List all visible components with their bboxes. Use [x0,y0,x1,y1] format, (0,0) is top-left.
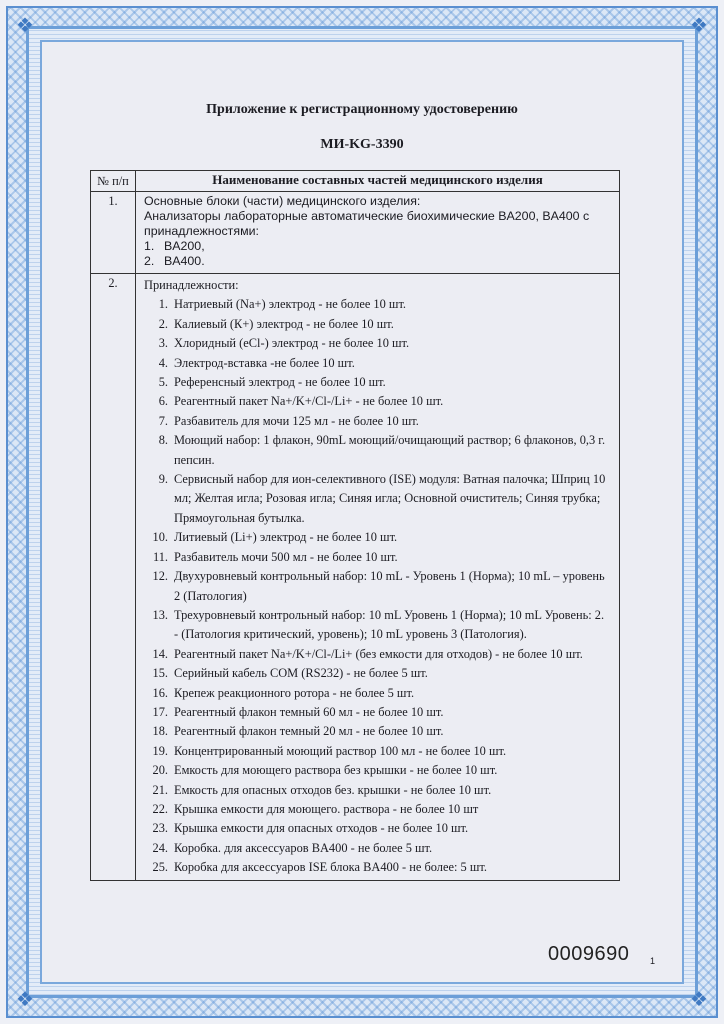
serial-number: 0009690 [548,943,630,965]
list-item: 25. Коробка для аксессуаров ISE блока BA400 - не более: 5 шт. [152,860,487,875]
corner-ornament-icon: ❖ [690,987,708,1011]
document-title: Приложение к регистрационному удостоверению [206,102,518,117]
table-header-row [91,171,620,192]
list-item: 12. Двухуровневый контрольный набор: 10 mL - Уровень 1 (Норма); 10 mL – уровень 2 (Патология) [152,569,605,603]
list-item: 8. Моющий набор: 1 флакон, 90mL моющий/очищающий раствор; 6 флаконов, 0,3 г. пепсин. [158,433,606,467]
components-table [90,170,620,881]
list-item: 11. Разбавитель мочи 500 мл - не более 10 шт. [152,549,398,564]
row-content [136,274,620,881]
row-description: Анализаторы лабораторные автоматические биохимические BA200, BA400 с принадлежностями: [144,209,590,238]
list-item: 17. Реагентный флакон темный 60 мл - не более 10 шт. [152,704,444,719]
list-item: 9. Сервисный набор для ион-селективного (ISE) модуля: Ватная палочка; Шприц 10 мл; Желтая игла; Розовая игла; Синяя игла; Основной очиститель; Синяя трубка; Прямоугольная бутылка. [158,472,606,525]
table-row [91,274,620,881]
list-item: 23. Крышка емкости для опасных отходов - не более 10 шт. [152,821,469,836]
list-item: 22. Крышка емкости для моющего. раствора - не более 10 шт [152,801,479,816]
corner-ornament-icon: ❖ [16,13,34,37]
row-intro: Основные блоки (части) медицинского изделия: [144,194,421,208]
row-number: 1. [91,192,136,274]
accessories-list [144,295,611,877]
list-item: 14. Реагентный пакет Na+/K+/Cl-/Li+ (без емкости для отходов) - не более 10 шт. [152,646,583,661]
list-item: 2. Калиевый (К+) электрод - не более 10 шт. [158,316,394,331]
corner-ornament-icon: ❖ [16,987,34,1011]
list-item: 18. Реагентный флакон темный 20 мл - не более 10 шт. [152,724,444,739]
certificate-number: МИ-KG-3390 [320,137,404,152]
page-number: 1 [650,956,656,966]
list-item: 20. Емкость для моющего раствора без крышки - не более 10 шт. [152,763,498,778]
list-item: 2. BA400. [144,254,205,268]
row-intro: Принадлежности: [144,278,239,292]
list-item: 6. Реагентный пакет Na+/K+/Cl-/Li+ - не более 10 шт. [158,394,444,409]
column-header-name: Наименование составных частей медицинского изделия [136,171,620,192]
model-list [144,239,611,269]
list-item: 15. Серийный кабель COM (RS232) - не более 5 шт. [152,666,428,681]
list-item: 21. Емкость для опасных отходов без. крышки - не более 10 шт. [152,782,492,797]
table-row [91,192,620,274]
list-item: 4. Электрод-вставка -не более 10 шт. [158,355,355,370]
list-item: 3. Хлоридный (eCl-) электрод - не более 10 шт. [158,336,410,351]
list-item: 16. Крепеж реакционного ротора - не более 5 шт. [152,685,415,700]
corner-ornament-icon: ❖ [690,13,708,37]
list-item: 10. Литиевый (Li+) электрод - не более 10 шт. [152,530,398,545]
row-number: 2. [91,274,136,881]
list-item: 1. BA200, [144,239,205,253]
list-item: 19. Концентрированный моющий раствор 100 мл - не более 10 шт. [152,743,507,758]
list-item: 13. Трехуровневый контрольный набор: 10 mL Уровень 1 (Норма); 10 mL Уровень: 2. - (Патология критический, уровень); 10 mL уровень 3 (Патология). [152,607,605,642]
row-content [136,192,620,274]
list-item: 5. Референсный электрод - не более 10 шт. [158,375,386,390]
list-item: 24. Коробка. для аксессуаров BA400 - не более 5 шт. [152,840,433,855]
list-item: 7. Разбавитель для мочи 125 мл - не более 10 шт. [158,413,419,428]
list-item: 1. Натриевый (Na+) электрод - не более 10 шт. [158,297,407,312]
column-header-number: № п/п [91,171,136,192]
